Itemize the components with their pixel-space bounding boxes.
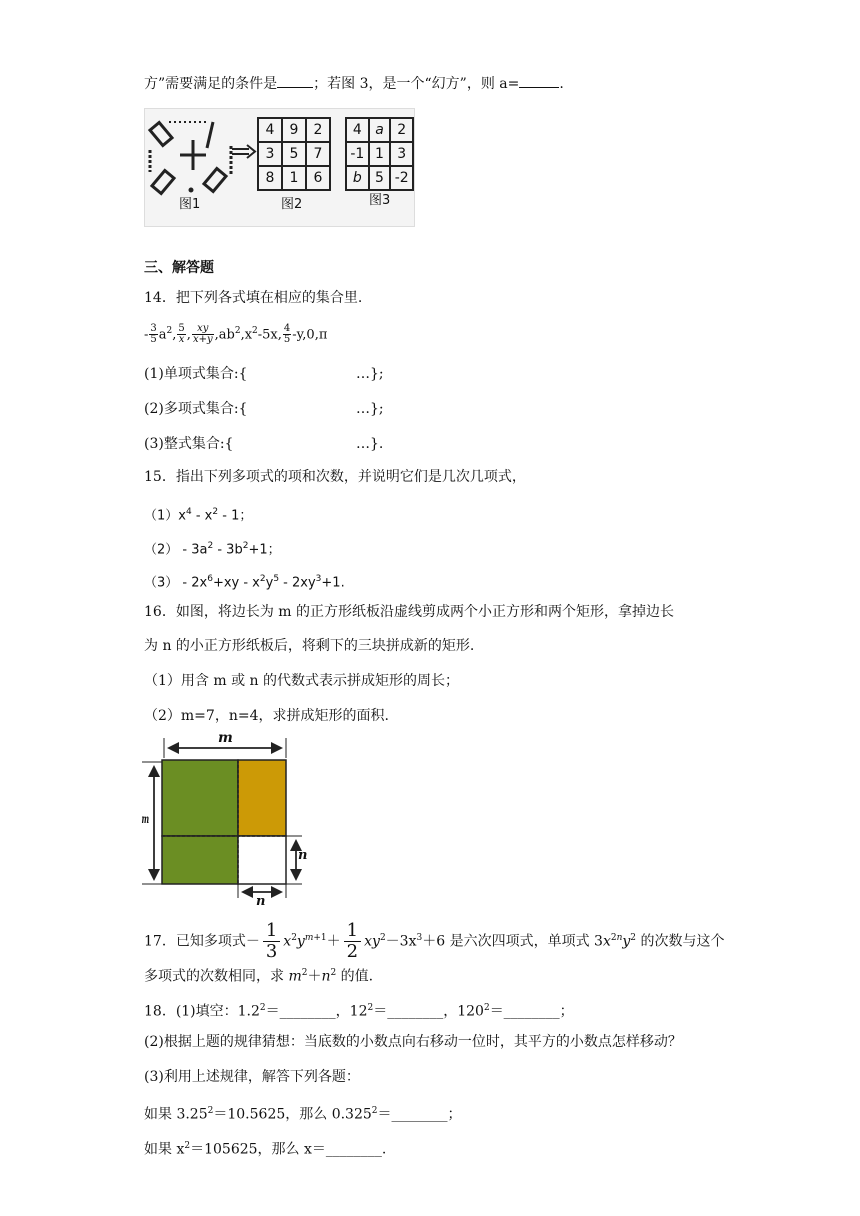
q13-text-a: 方”需要满足的条件是 xyxy=(144,76,278,92)
label-n-bottom: n xyxy=(256,894,266,909)
q17-text: xy xyxy=(364,933,380,950)
expr-text: ,ab xyxy=(214,327,235,343)
magic-square-figure xyxy=(144,108,415,227)
poly-term: - 2x xyxy=(178,575,208,591)
expr-text: , xyxy=(172,327,177,343)
q17-text: 的值. xyxy=(336,968,374,985)
poly-term: +1； xyxy=(248,542,281,558)
q17-text: ＋ xyxy=(326,933,341,950)
fig2-label: 图2 xyxy=(281,197,303,212)
poly-term: y xyxy=(265,575,274,591)
q17-line1: 17．已知多项式－ $\frac{1}{3}$ $x^2y^{m+1}+$ $\frac{1}{2}$ $xy^2-3x^3+6$ 是六次四项式，单项式 $3x^{2n}y^2$ 的次数与这个 xyxy=(144,920,725,963)
q16-stem-line1: 16．如图，将边长为 m 的正方形纸板沿虚线剪成两个小正方形和两个矩形，拿掉边长 xyxy=(144,604,674,620)
fraction xyxy=(192,324,214,345)
expr-text: , xyxy=(186,327,191,343)
fraction xyxy=(177,324,185,345)
set-end: …}; xyxy=(356,401,384,417)
q18-line5: 如果 $x^2=105625$，那么 x＝________. xyxy=(144,1141,387,1158)
q18-text: 如果 3.25 xyxy=(144,1106,208,1123)
item-prefix: （3） xyxy=(144,575,179,591)
q17-text: y xyxy=(622,933,631,950)
fig2-cell: 4 xyxy=(258,118,282,142)
item-prefix: （2） xyxy=(144,542,179,558)
set-label: (2)多项式集合:{ xyxy=(144,401,248,417)
fig3-cell: 3 xyxy=(390,142,413,166)
set-end: …}. xyxy=(356,436,384,452)
fraction xyxy=(263,921,280,962)
q18-text: ＝________； xyxy=(377,1106,462,1123)
item-prefix: （1） xyxy=(144,508,179,524)
q13-text-b: ；若图 3，是一个“幻方”，则 a= xyxy=(313,76,520,92)
q17-text: x xyxy=(283,933,292,950)
q17-text: n xyxy=(321,968,331,985)
fraction-den: 5 xyxy=(283,334,291,346)
q15-item-2: $(2) - 3a^2 - 3b^2+1$； xyxy=(144,541,281,558)
q18-text: 如果 x xyxy=(144,1141,185,1158)
expr-text: ,x xyxy=(240,327,253,343)
fig3-label: 图3 xyxy=(369,193,391,208)
q17-text: x xyxy=(602,933,611,950)
fraction-den: x xyxy=(178,334,185,346)
poly-term: - 3a xyxy=(178,542,208,558)
q15-item-3: $(3) - 2x^6+xy - x^2y^5 - 2xy^3+1$. xyxy=(144,574,345,591)
q18-text: 18．(1)填空：1.2 xyxy=(144,1003,260,1020)
square-cut-figure xyxy=(140,732,310,912)
q17-text: ＋ xyxy=(307,968,322,985)
q18-line1: 18．(1)填空：$1.2^2=\_\_\_\_\_\_\_\_$，$12^2=\_\_\_\_\_\_\_\_$，$120^2=\_\_\_\_\_\_\_\_$； xyxy=(144,1003,574,1020)
set-label: (1)单项式集合:{ xyxy=(144,366,248,382)
fig3-cell: 5 xyxy=(369,166,391,190)
fig2-cell: 1 xyxy=(282,166,306,190)
fig3-cell: a xyxy=(369,118,391,142)
poly-term: +xy - x xyxy=(212,575,260,591)
q18-text: ＝________，12 xyxy=(265,1003,368,1020)
poly-term: +1. xyxy=(321,575,345,591)
section-title: 三、解答题 xyxy=(144,260,214,276)
fig3-cell: -1 xyxy=(346,142,369,166)
expr-text: -5x, xyxy=(257,327,282,343)
q18-text: ＝10.5625，那么 0.325 xyxy=(213,1106,372,1123)
q14-expression-list: - $\frac{3}{5}$ $a^2$, $\frac{5}{x}$ , $\frac{xy}{x+y}$ $,ab^2,x^2-5x$, $\frac{4}{5}$ -y,0,π xyxy=(144,323,328,346)
label-n-right: n xyxy=(298,848,308,863)
label-m-top: m xyxy=(218,730,233,746)
fig3-cell: 1 xyxy=(369,142,391,166)
fig2-cell: 3 xyxy=(258,142,282,166)
fig1-label: 图1 xyxy=(179,197,201,212)
fig2-magic-square xyxy=(257,117,331,191)
fig3-cell: b xyxy=(346,166,369,190)
fraction-den: 3 xyxy=(265,941,278,963)
poly-term: - 1； xyxy=(218,508,253,524)
fraction-num: 4 xyxy=(283,323,291,335)
q18-text: ＝________，120 xyxy=(373,1003,484,1020)
set-label: (3)整式集合:{ xyxy=(144,436,234,452)
fraction-den: x+y xyxy=(192,334,213,346)
q18-text: ＝105625，那么 x＝________. xyxy=(190,1141,387,1158)
q15-stem: 15．指出下列多项式的项和次数，并说明它们是几次几项式， xyxy=(144,469,526,485)
q14-stem: 14．把下列各式填在相应的集合里. xyxy=(144,290,363,306)
expr-text: -y,0,π xyxy=(292,327,328,343)
fraction-num: 5 xyxy=(178,323,185,335)
fig2-cell: 8 xyxy=(258,166,282,190)
poly-term: - x xyxy=(191,508,213,524)
fig2-cell: 6 xyxy=(306,166,330,190)
q14-set-row xyxy=(144,364,544,384)
fraction xyxy=(283,324,291,345)
answer-blank[interactable] xyxy=(277,73,313,88)
fig3-cell: 2 xyxy=(390,118,413,142)
fraction-den: 5 xyxy=(150,334,157,346)
q17-text: y xyxy=(296,933,305,950)
fig3-cell: -2 xyxy=(390,166,413,190)
q15-item-1: $(1)x^4 - x^2 - 1$； xyxy=(144,507,253,524)
q18-line3: (3)利用上述规律，解答下列各题： xyxy=(144,1069,360,1085)
q13-text-line xyxy=(144,73,564,94)
q17-text: －3x xyxy=(385,933,417,950)
fraction xyxy=(344,921,361,962)
fraction-den: 2 xyxy=(346,941,359,963)
square-cut-diagram xyxy=(140,732,310,912)
q17-text: ＋6 是六次四项式，单项式 3 xyxy=(422,933,603,950)
fraction-num: 3 xyxy=(150,323,157,335)
arrow-right-icon xyxy=(231,144,257,160)
set-end: …}; xyxy=(356,366,384,382)
q14-set-row xyxy=(144,434,544,454)
q17-text: 17．已知多项式－ xyxy=(144,933,260,950)
q14-set-row xyxy=(144,399,544,419)
fraction-num: 1 xyxy=(344,921,361,942)
q18-line4: 如果 $3.25^2=10.5625$，那么 $0.325^2=\_\_\_\_\_\_\_\_$； xyxy=(144,1106,462,1123)
label-m-left: m xyxy=(141,812,150,826)
fraction xyxy=(149,324,157,345)
fig3-magic-square xyxy=(345,117,414,191)
q16-sub1: （1）用含 m 或 n 的代数式表示拼成矩形的周长； xyxy=(144,673,459,689)
q16-sub2: （2）m=7，n=4，求拼成矩形的面积. xyxy=(144,708,389,724)
q17-text: m xyxy=(288,968,302,985)
q13-text-c: . xyxy=(559,76,564,92)
fig2-cell: 7 xyxy=(306,142,330,166)
poly-term: x xyxy=(178,508,186,524)
expr-text: a xyxy=(158,327,167,343)
answer-blank[interactable] xyxy=(519,73,559,88)
q18-line2: (2)根据上题的规律猜想：当底数的小数点向右移动一位时，其平方的小数点怎样移动？ xyxy=(144,1034,682,1050)
q17-text: 多项式的次数相同，求 xyxy=(144,968,289,985)
q17-text: 的次数与这个 xyxy=(636,933,725,950)
fraction-num: xy xyxy=(192,324,214,335)
fig2-cell: 9 xyxy=(282,118,306,142)
q18-text: ＝________； xyxy=(489,1003,574,1020)
fig2-cell: 5 xyxy=(282,142,306,166)
q16-stem-line2: 为 n 的小正方形纸板后，将剩下的三块拼成新的矩形. xyxy=(144,638,475,654)
fig2-cell: 2 xyxy=(306,118,330,142)
fig3-cell: 4 xyxy=(346,118,369,142)
poly-term: - 3b xyxy=(213,542,243,558)
fraction-num: 1 xyxy=(263,921,280,942)
poly-term: - 2xy xyxy=(279,575,316,591)
q17-line2: 多项式的次数相同，求 $m^2+n^2$ 的值. xyxy=(144,968,374,985)
